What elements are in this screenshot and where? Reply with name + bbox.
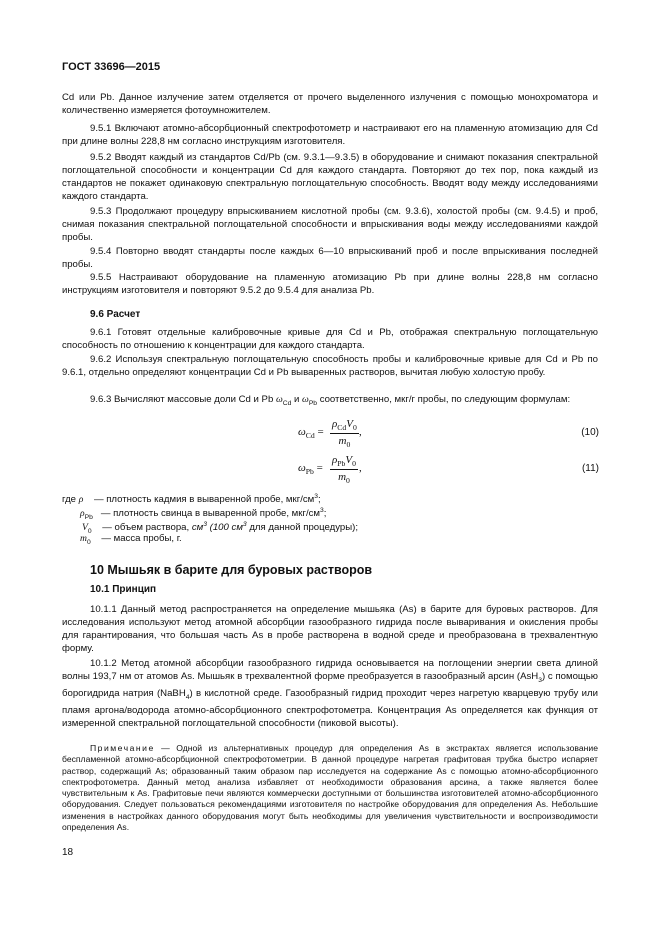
section-heading-9-6: 9.6 Расчет xyxy=(90,309,141,320)
where-rho-pb-text: — плотность свинца в вываренной пробе, мкг/см xyxy=(100,508,321,520)
where-v0: $V_0$ — объем раствора, $см^3$ (100 $см^3$ для данной процедуры); xyxy=(82,521,359,536)
paragraph-9-6-3-part2: соответственно, мкг/г пробы, по следующим формулам: xyxy=(317,394,571,405)
document-page: ГОСТ 33696—2015 Cd или Pb. Данное излучение затем отделяется от прочего выделенного излучения с помощью монохроматора и количественно измеряется фотоумножителем. 9.5.1 Включают атомно-абсорбционный спектрофотометр и настраивают его на пламенную атомизацию для Cd при длине волны 228,8 нм согласно инструкциям изготовителя. 9.5.2 Вводят каждый из стандартов Cd/Pb (см. 9.3.1—9.3.5) в оборудование и снимают показания спектральной поглощательной способности и концентрации Cd для каждого стандарта. Повторяют до тех пор, пока каждый из стандартов не покажет одинаковую спектральную поглощательную способность. Вводят воду между исследованиями каждого стандарта. 9.5.3 Продолжают процедуру впрыскиванием кислотной пробы (см. 9.3.6), холостой пробы (см. 9.4.5) и проб, снимая показания спектральной поглощательной способности и впрыскивания воды между исследованиями каждой пробы. 9.5.4 Повторно вводят стандарты после каждых 6—10 впрыскиваний проб и после впрыскивания последней пробы. 9.5.5 Настраивают оборудование на пламенную атомизацию Pb при длине волны 228,8 нм согласно инструкциям изготовителя и повторяют 9.5.2 до 9.5.4 для анализа Pb. 9.6 Расчет 9.6.1 Готовят отдельные калибровочные кривые для Cd и Pb, отображая спектральную поглощательную способность по отношению к концентрации для каждого стандарта. 9.6.2 Используя спектральную поглощательную способность пробы и калибровочные кривые для Cd и Pb по 9.6.1, отдельно определяют концентрации Cd и Pb вываренных растворов, вычитая любую холостую пробу. 9.6.3 Вычисляют массовые доли Cd и Pb $\omega_{Cd}$ и $\omega_{Pb}$ соответственно, мкг/г пробы, по следующим формулам: $\omega_{Cd}$ = $\rho_{Cd}V_0$ $m_0$ , (10) $\omega_{Pb}$ = $\rho_{Pb}V_0$ $m_0$ , (11) где ρ — плотность кадмия в вываренной пробе, мкг/$см^3$; $\rho_{Pb}$ — плотность свинца в вываренной пробе, мкг/$см^3$; $V_0$ — объем раствора, $см^3$ (100 $см^3$ для данной процедуры); $m_0$ — масса пробы, г. 10 Мышьяк в барите для буровых растворов 10.1 Принцип 10.1.1 Данный метод распространяется на определение мышьяка (As) в барите для буровых растворов. Для исследования используют метод атомной абсорбции газообразного гидрида после вываривания и окисления пробы для гарантирования, что большая часть As в пробе растворена в водной среде и преобразована в трехвалентную форму. 10.1.2 Метод атомной абсорбции газообразного гидрида основывается на поглощении энергии света длиной волны 193,7 нм от атомов As. Мышьяк в трехвалентной форме преобразуется в газообразный арсин (AsH$_3$) с помощью борогидрида натрия (NaBH$_4$) в кислотной среде. Газообразный гидрид проходит через нагретую кварцевую трубу или пламя аргона/водорода атомно-абсорбционного спектрофотометра. Концентрация As определяется как функция от измеренной спектральной поглощательной способности (пиковой высоты). Примечание — Одной из альтернативных процедур для определения As в экстрактах является использование беспламенной атомно-абсорбционной спектрофотометрии. В данной процедуре нагретая графитовая трубка быстро испаряет раствор, содержащий As; образованный таким образом пар исследуется на содержание As с помощью атомно-абсорбционного спектрофотометра. Данный метод анализа избавляет от необходимости образования арсина, а также является более чувствительным к As. Графитовые печи являются коммерчески доступными от большинства изготовителей атомно-абсорбционного оборудования. Следует пользоваться рекомендациями изготовителя по настройке оборудования для определения As. Небольшие изменения в настройках данного оборудования могут быть необходимы для увеличения чувствительности и воспроизводимости определения As. 18 xyxy=(0,0,661,935)
where-rho-pb: $\rho_{Pb}$ — плотность свинца в вываренной пробе, мкг/$см^3$; xyxy=(80,507,327,522)
where-m0-text: — масса пробы, г. xyxy=(101,533,182,544)
paragraph-continuation: Cd или Pb. Данное излучение затем отделяется от прочего выделенного излучения с помощью монохроматора и количественно измеряется фотоумножителем. xyxy=(62,92,598,117)
paragraph-9-5-4: 9.5.4 Повторно вводят стандарты после каждых 6—10 впрыскиваний проб и после впрыскивания последней пробы. xyxy=(62,246,598,271)
equation-11-fraction: $\rho_{Pb}V_0$ $m_0$ xyxy=(332,454,356,486)
equation-10-lhs: $\omega_{Cd}$ = xyxy=(298,426,324,441)
paragraph-9-6-3: 9.6.3 Вычисляют массовые доли Cd и Pb $\omega_{Cd}$ и $\omega_{Pb}$ соответственно, мкг/г пробы, по следующим формулам: xyxy=(90,394,571,407)
note-label: Примечание xyxy=(90,743,155,753)
equation-11-number: (11) xyxy=(581,463,599,474)
paragraph-9-6-3-part1: 9.6.3 Вычисляют массовые доли Cd и Pb xyxy=(90,394,276,405)
paragraph-9-5-1: 9.5.1 Включают атомно-абсорбционный спектрофотометр и настраивают его на пламенную атомизацию для Cd при длине волны 228,8 нм согласно инструкциям изготовителя. xyxy=(62,123,598,148)
section-heading-10: 10 Мышьяк в барите для буровых растворов xyxy=(90,563,373,577)
section-heading-10-1: 10.1 Принцип xyxy=(90,584,157,595)
document-header: ГОСТ 33696—2015 xyxy=(62,61,161,73)
where-v0-text-a: — объем раствора, xyxy=(102,522,192,534)
paragraph-10-1-2-part1: 10.1.2 Метод атомной абсорбции газообразного гидрида основывается на поглощении энергии света длиной волны 193,7 нм от атомов As. Мышьяк в трехвалентной форме преобразуется в газообразный арсин (AsH xyxy=(62,658,598,683)
paragraph-9-6-2: 9.6.2 Используя спектральную поглощательную способность пробы и калибровочные кривые для Cd и Pb по 9.6.1, отдельно определяют концентрации Cd и Pb вываренных растворов, вычитая любую холостую пробу. xyxy=(62,354,598,379)
paragraph-9-6-1: 9.6.1 Готовят отдельные калибровочные кривые для Cd и Pb, отображая спектральную поглощательную способность по отношению к концентрации для каждого стандарта. xyxy=(62,327,598,352)
note-block xyxy=(62,743,598,833)
paragraph-9-5-5: 9.5.5 Настраивают оборудование на пламенную атомизацию Pb при длине волны 228,8 нм согласно инструкциям изготовителя и повторяют 9.5.2 до 9.5.4 для анализа Pb. xyxy=(62,272,598,297)
paragraph-10-1-1: 10.1.1 Данный метод распространяется на определение мышьяка (As) в барите для буровых растворов. Для исследования используют метод атомной абсорбции газообразного гидрида после вываривания и окисления пробы для гарантирования, что большая часть As в пробе растворена в водной среде и преобразована в трехвалентную форму. xyxy=(62,604,598,655)
paragraph-9-5-3: 9.5.3 Продолжают процедуру впрыскиванием кислотной пробы (см. 9.3.6), холостой пробы (см. 9.4.5) и проб, снимая показания спектральной поглощательной способности и впрыскивания воды между исследованиями каждой пробы. xyxy=(62,206,598,244)
page-number: 18 xyxy=(62,847,74,858)
note-text: — Одной из альтернативных процедур для определения As в экстрактах является использование беспламенной атомно-абсорбционной спектрофотометрии. В данной процедуре нагретая графитовая трубка быстро испаряет раствор, содержащий As; образованный таким образом пар исследуется на содержание As с помощью атомно-абсорбционного спектрофотометра. Данный метод анализа избавляет от необходимости образования арсина, а также является более чувствительным к As. Графитовые печи являются коммерчески доступными от большинства изготовителей атомно-абсорбционного оборудования. Следует пользоваться рекомендациями изготовителя по настройке оборудования для определения As. Небольшие изменения в настройках данного оборудования могут быть необходимы для увеличения чувствительности и воспроизводимости определения As. xyxy=(62,743,598,833)
paragraph-9-5-2: 9.5.2 Вводят каждый из стандартов Cd/Pb (см. 9.3.1—9.3.5) в оборудование и снимают показания спектральной поглощательной способности и концентрации Cd для каждого стандарта. Повторяют до тех пор, пока каждый из стандартов не покажет одинаковую спектральную поглощательную способность. Вводят воду между исследованиями каждого стандарта. xyxy=(62,152,598,203)
where-rho: где ρ — плотность кадмия в вываренной пробе, мкг/$см^3$; xyxy=(62,493,321,506)
where-m0: $m_0$ — масса пробы, г. xyxy=(80,533,182,546)
where-v0-text-c: для данной процедуры); xyxy=(246,522,359,534)
paragraph-10-1-2-part2: ) с помощью борогидрида натрия (NaBH xyxy=(62,671,598,700)
where-rho-text: — плотность кадмия в вываренной пробе, мкг/см xyxy=(93,494,315,506)
paragraph-10-1-2-part3: ) в кислотной среде. Газообразный гидрид проходит через нагретую кварцевую трубу или пламя аргона/водорода атомно-абсорбционного спектрофотометра. Концентрация As определяется как функция от измеренной спектральной поглощательной способности (пиковой высоты). xyxy=(62,688,598,730)
where-label: где xyxy=(62,494,77,506)
equation-11-lhs: $\omega_{Pb}$ = xyxy=(298,462,323,477)
equation-10-fraction: $\rho_{Cd}V_0$ $m_0$ xyxy=(332,418,357,450)
where-v0-text-b: (100 см xyxy=(206,522,243,534)
paragraph-10-1-2: 10.1.2 Метод атомной абсорбции газообразного гидрида основывается на поглощении энергии света длиной волны 193,7 нм от атомов As. Мышьяк в трехвалентной форме преобразуется в газообразный арсин (AsH$_3$) с помощью борогидрида натрия (NaBH$_4$) в кислотной среде. Газообразный гидрид проходит через нагретую кварцевую трубу или пламя аргона/водорода атомно-абсорбционного спектрофотометра. Концентрация As определяется как функция от измеренной спектральной поглощательной способности (пиковой высоты). xyxy=(62,658,598,730)
equation-10-number: (10) xyxy=(581,427,599,438)
